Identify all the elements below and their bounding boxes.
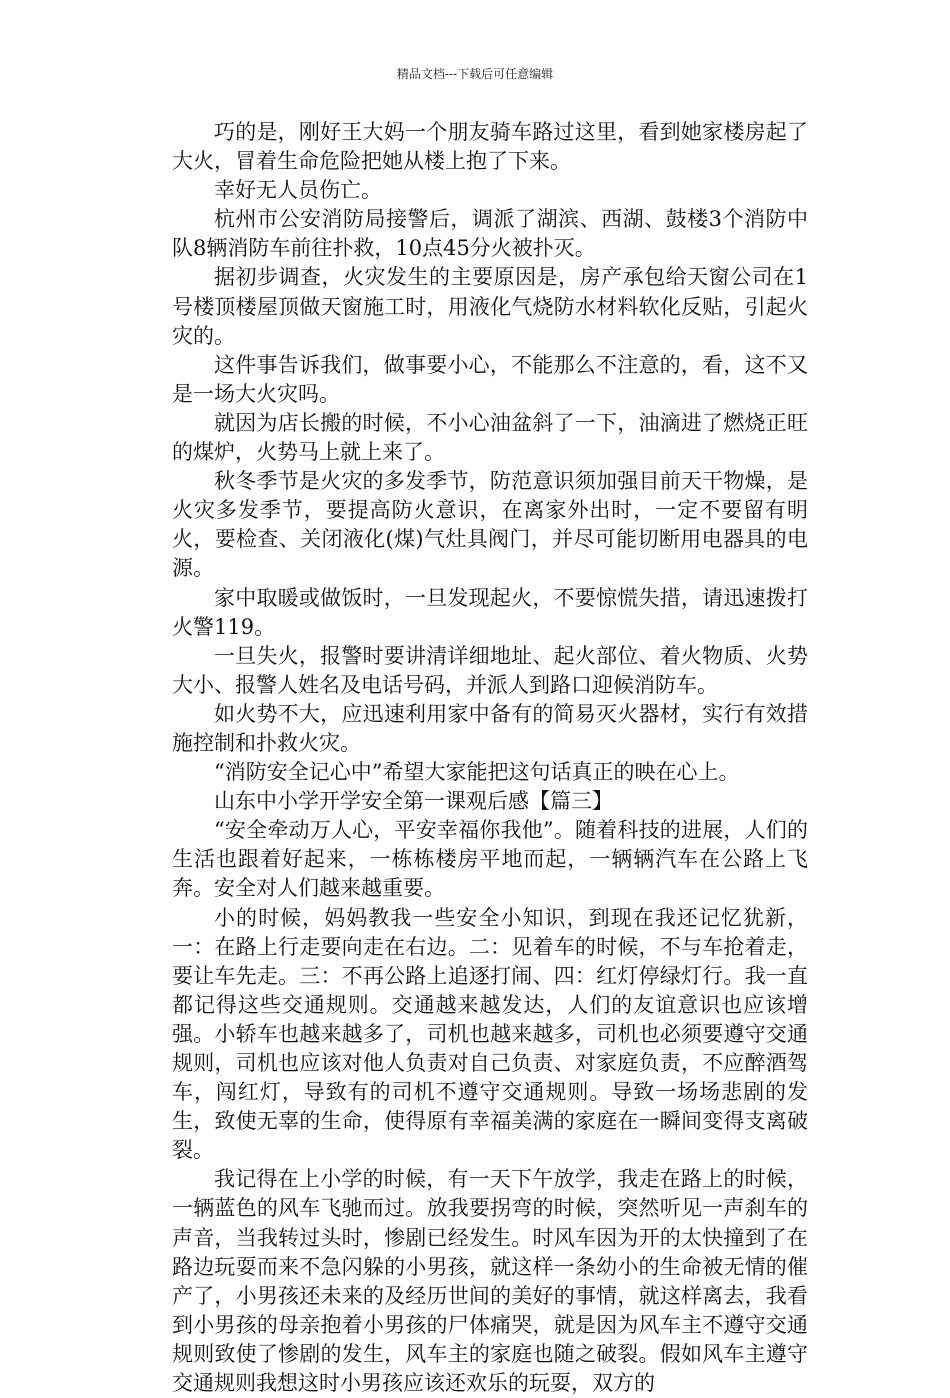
paragraph: 我记得在上小学的时候，有一天下午放学，我走在路上的时候，一辆蓝色的风车飞驰而过。放我要拐弯的时候，突然听见一声刹车的声音，当我转过头时，惨剧已经发生。时风车因为开的太快撞到了在路边玩耍而来不急闪躲的小男孩，就这样一条幼小的生命被无情的催产了，小男孩还未来的及经历世间的美好的事情，就这样离去，我看到小男孩的母亲抱着小男孩的尸体痛哭，就是因为风车主不遵守交通规则致使了惨剧的发生，风车主的家庭也随之破裂。假如风车主遵守交通规则我想这时小男孩应该还欢乐的玩耍，双方的: [172, 1167, 808, 1396]
paragraph: 一旦失火，报警时要讲清详细地址、起火部位、着火物质、火势大小、报警人姓名及电话号码，并派人到路口迎候消防车。: [172, 643, 808, 697]
document-body: [172, 118, 808, 1398]
paragraph: 小的时候，妈妈教我一些安全小知识，到现在我还记忆犹新，一：在路上行走要向走在右边。二：见着车的时候，不与车抢着走，要让车先走。三：不再公路上追逐打闹、四：红灯停绿灯行。我一直都记得这些交通规则。交通越来越发达，人们的友谊意识也应该增强。小轿车也越来越多了，司机也越来越多，司机也必须要遵守交通规则，司机也应该对他人负责对自己负责、对家庭负责，不应醉酒驾车，闯红灯，导致有的司机不遵守交通规则。导致一场场悲剧的发生，致使无辜的生命，使得原有幸福美满的家庭在一瞬间变得支离破裂。: [172, 905, 808, 1163]
paragraph: 这件事告诉我们，做事要小心，不能那么不注意的，看，这不又是一场大火灾吗。: [172, 352, 808, 406]
paragraph: 据初步调查，火灾发生的主要原因是，房产承包给天窗公司在1号楼顶楼屋顶做天窗施工时，用液化气烧防水材料软化反贴，引起火灾的。: [172, 265, 808, 348]
paragraph: 巧的是，刚好王大妈一个朋友骑车路过这里，看到她家楼房起了大火，冒着生命危险把她从楼上抱了下来。: [172, 120, 808, 174]
paragraph: “安全牵动万人心，平安幸福你我他”。随着科技的进展，人们的生活也跟着好起来，一栋栋楼房平地而起，一辆辆汽车在公路上飞奔。安全对人们越来越重要。: [172, 818, 808, 901]
paragraph: 秋冬季节是火灾的多发季节，防范意识须加强目前天干物燥，是火灾多发季节，要提高防火意识，在离家外出时，一定不要留有明火，要检查、关闭液化(煤)气灶具阀门，并尽可能切断用电器具的电源。: [172, 469, 808, 581]
paragraph: 杭州市公安消防局接警后，调派了湖滨、西湖、鼓楼3个消防中队8辆消防车前往扑救，10点45分火被扑灭。: [172, 207, 808, 261]
section-heading: 山东中小学开学安全第一课观后感【篇三】: [214, 789, 613, 814]
paragraph: 就因为店长搬的时候，不小心油盆斜了一下，油滴进了燃烧正旺的煤炉，火势马上就上来了。: [172, 410, 808, 465]
page-header: 精品文档---下载后可任意编辑: [396, 67, 554, 81]
paragraph: 幸好无人员伤亡。: [214, 178, 382, 203]
paragraph: 家中取暖或做饭时，一旦发现起火，不要惊慌失措，请迅速拨打火警119。: [172, 585, 808, 639]
paragraph: 如火势不大，应迅速利用家中备有的简易灭火器材，实行有效措施控制和扑救火灾。: [172, 701, 808, 755]
paragraph: “消防安全记心中”希望大家能把这句话真正的映在心上。: [214, 760, 740, 785]
